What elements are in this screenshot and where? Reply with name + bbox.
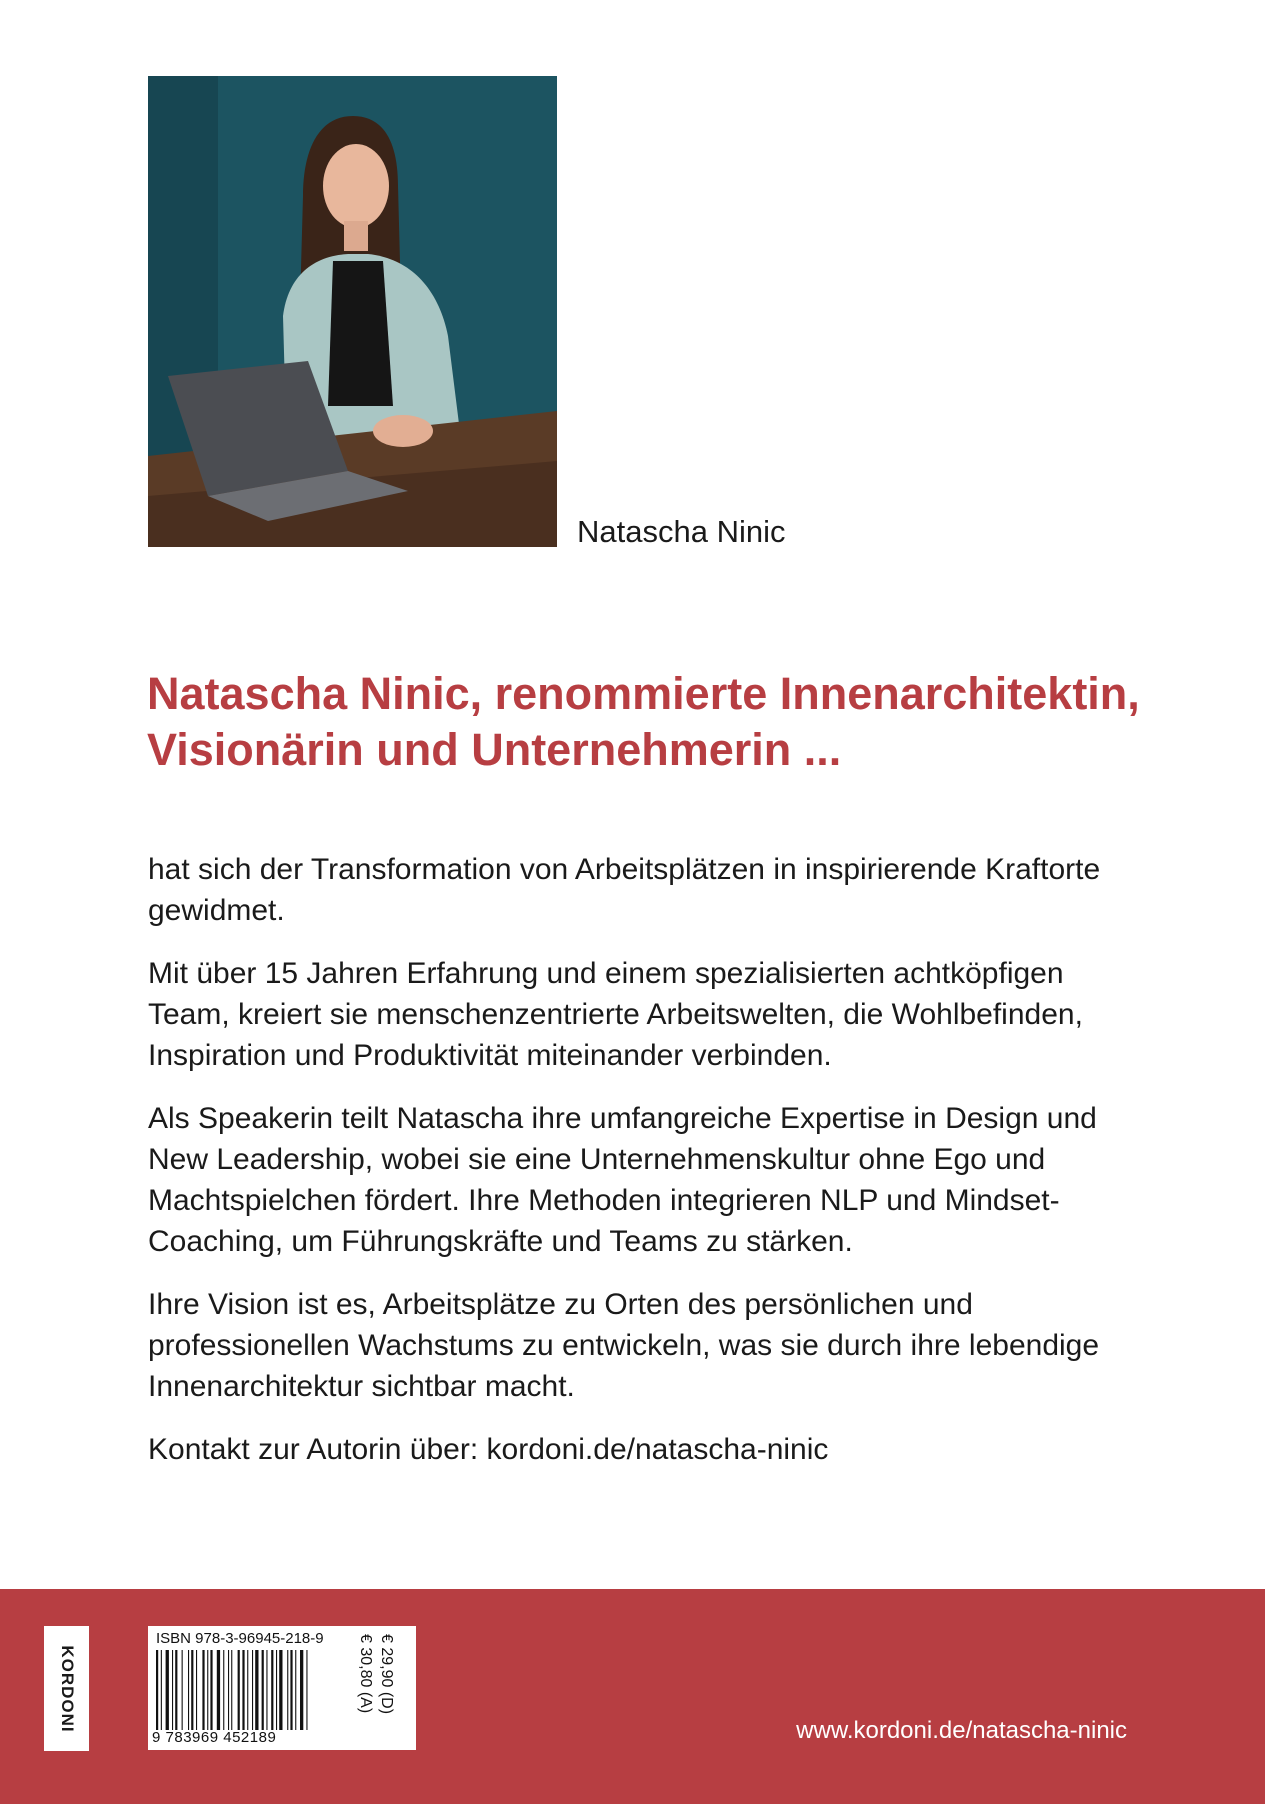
barcode-number: 9 783969 452189 [152, 1729, 277, 1746]
publisher-website: www.kordoni.de/natascha-ninic [796, 1717, 1127, 1744]
publisher-logo-text: KORDONI [57, 1644, 77, 1733]
bio-paragraph-3: Als Speakerin teilt Natascha ihre umfangreiche Expertise in Design und New Leadership, wobei sie eine Unternehmenskultur ohne Ego und Machtspielchen fördert. Ihre Methoden integrieren NLP und Mindset-Coaching, um Führungskräfte und Teams zu stärken. [148, 1102, 1097, 1258]
bio-paragraph-2: Mit über 15 Jahren Erfahrung und einem spezialisierten achtköpfigen Team, kreiert sie menschenzentrierte Arbeitswelten, die Wohlbefinden, Inspiration und Produktivität miteinander verbinden. [148, 957, 1083, 1072]
barcode-icon [156, 1650, 356, 1730]
headline-line-2: Visionärin und Unternehmerin ... [147, 724, 842, 775]
price-de: € 29,90 (D) [378, 1634, 395, 1715]
headline [147, 666, 1147, 778]
barcode-block [148, 1626, 416, 1750]
author-photo-illustration [148, 76, 557, 547]
price-at: € 30,80 (A) [357, 1634, 374, 1714]
bio-paragraph-1: hat sich der Transformation von Arbeitsplätzen in inspirierende Kraftorte gewidmet. [148, 853, 1101, 927]
author-photo [148, 76, 557, 547]
photo-caption: Natascha Ninic [577, 514, 786, 549]
publisher-logo [44, 1626, 89, 1751]
author-bio [148, 849, 1128, 1492]
bio-paragraph-4: Ihre Vision ist es, Arbeitsplätze zu Orten des persönlichen und professionellen Wachstums zu entwickeln, was sie durch ihre lebendige Innenarchitektur sichtbar macht. [148, 1288, 1100, 1403]
isbn-label: ISBN 978-3-96945-218-9 [156, 1630, 324, 1647]
headline-line-1: Natascha Ninic, renommierte Innenarchitektin, [147, 668, 1140, 719]
contact-line: Kontakt zur Autorin über: kordoni.de/natascha-ninic [148, 1433, 829, 1466]
